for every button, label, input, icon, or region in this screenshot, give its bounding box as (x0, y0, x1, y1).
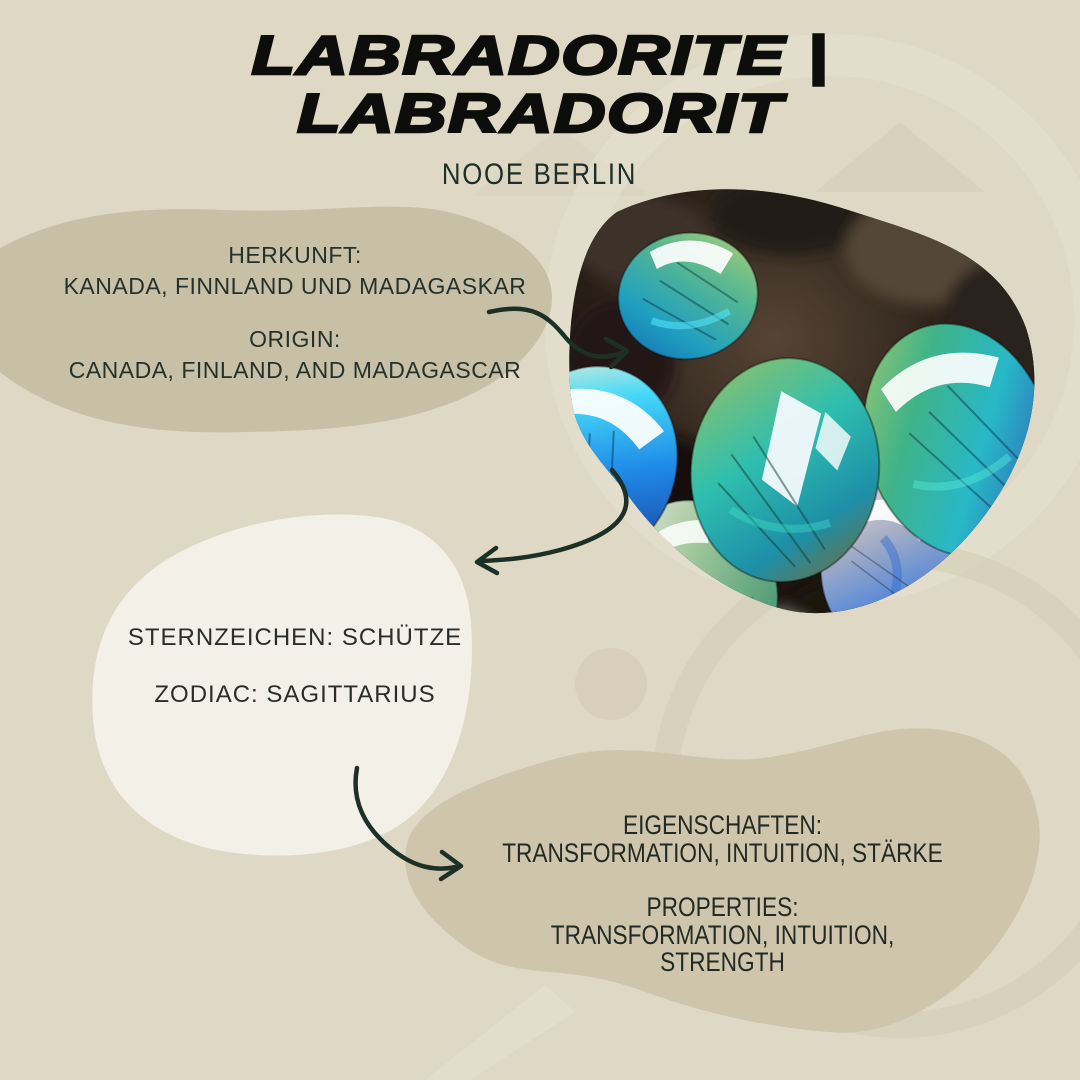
zodiac-card (80, 622, 510, 711)
properties-heading-de: EIGENSCHAFTEN: (622, 810, 823, 840)
origin-heading-de: HERKUNFT: (228, 242, 362, 268)
origin-card (30, 240, 560, 386)
properties-heading-en: PROPERTIES: (646, 892, 799, 922)
properties-value-de: TRANSFORMATION, INTUITION, STÄRKE (502, 837, 943, 868)
page-title-line1: LABRADORITE | (251, 24, 829, 86)
zodiac-line-de: STERNZEICHEN: SCHÜTZE (127, 624, 463, 651)
properties-card (460, 812, 985, 977)
origin-value-de: KANADA, FINNLAND UND MADAGASKAR (63, 273, 527, 299)
origin-value-en: CANADA, FINLAND, AND MADAGASCAR (68, 357, 522, 383)
properties-value-en: TRANSFORMATION, INTUITION, STRENGTH (550, 919, 895, 977)
origin-heading-en: ORIGIN: (249, 326, 341, 352)
zodiac-line-en: ZODIAC: SAGITTARIUS (154, 681, 436, 708)
brand-name: NOOE BERLIN (442, 158, 638, 191)
page-title-line2: LABRADORIT (297, 82, 783, 144)
page-title (0, 26, 1080, 142)
